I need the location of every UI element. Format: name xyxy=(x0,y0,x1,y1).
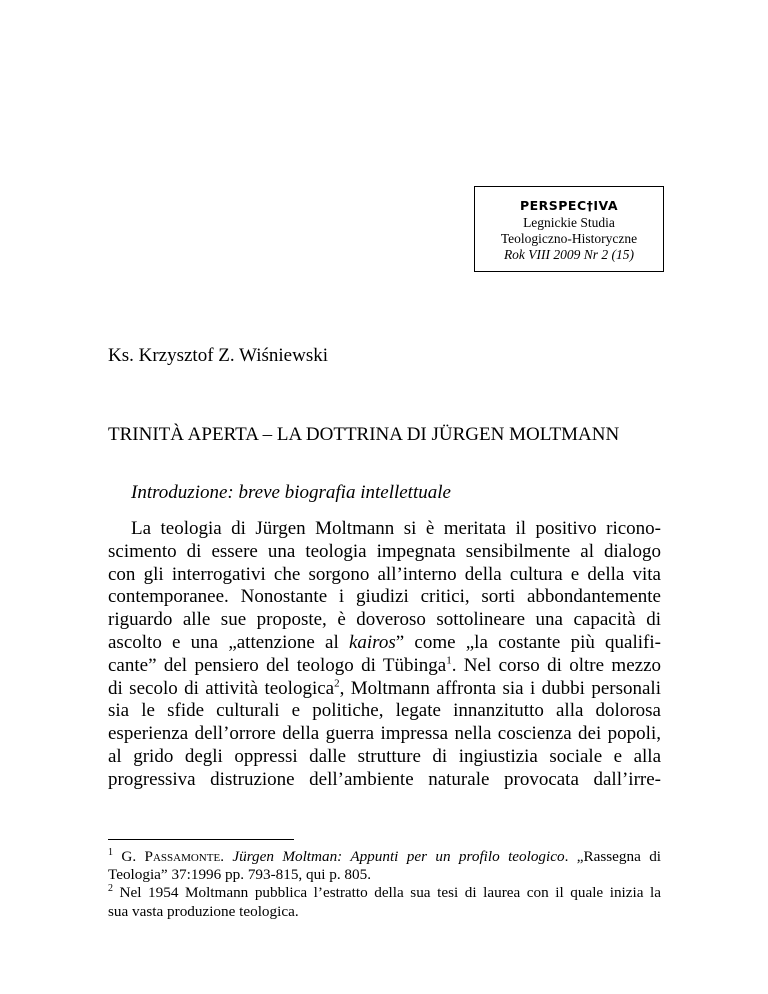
body-line xyxy=(108,678,661,701)
body-line: progressiva distruzione dell’ambiente naturale provocata dall’irre- xyxy=(108,768,661,790)
body-line: La teologia di Jürgen Moltmann si è meritata il positivo ricono- xyxy=(131,518,661,539)
footnote-number: 2 xyxy=(108,883,113,895)
footnote-1-continued: Teologia” 37:1996 pp. 793-815, qui p. 805. xyxy=(108,866,371,884)
body-line xyxy=(108,655,661,678)
body-text-run: . Nel corso di oltre mezzo xyxy=(451,654,662,676)
journal-header-box xyxy=(474,186,664,272)
body-italic-term: kairos xyxy=(348,631,396,653)
article-title: TRINITÀ APERTA – LA DOTTRINA DI JÜRGEN MOLTMANN xyxy=(108,424,620,445)
body-text-run: di secolo di attività teologica xyxy=(108,677,335,699)
footnote-1 xyxy=(108,848,661,866)
body-line: scimento di essere una teologia impegnata sensibilmente al dialogo xyxy=(108,540,661,562)
footnote-2-continued: sua vasta produzione teologica. xyxy=(108,902,299,920)
footnote-separator xyxy=(108,839,294,840)
footnote-text-run: . xyxy=(220,848,233,865)
article-author: Ks. Krzysztof Z. Wiśniewski xyxy=(108,345,328,366)
body-text-run: ascolto e una „attenzione al xyxy=(108,631,349,653)
footnote-text-run: . „Rassegna di xyxy=(564,848,662,865)
body-text-run: , Moltmann affronta sia i dubbi personali xyxy=(339,677,661,699)
body-line: contemporanee. Nonostante i giudizi critici, sorti abbondantemente xyxy=(108,586,661,608)
footnote-ref-2[interactable]: 2 xyxy=(334,677,340,690)
journal-name: PERSPEC†IVA xyxy=(519,198,619,213)
body-paragraph xyxy=(108,518,661,792)
footnote-author-initial: G. xyxy=(113,848,145,865)
body-text-run: cante” del pensiero del teologo di Tübinga xyxy=(108,654,447,676)
journal-subtitle-line2: Teologiczno-Historyczne xyxy=(500,231,638,246)
body-line: sia le sfide culturali e politiche, legate innanzitutto alla dolorosa xyxy=(108,700,661,722)
body-line: esperienza dell’orrore della guerra impressa nella coscienza dei popoli, xyxy=(108,723,661,745)
footnote-ref-1[interactable]: 1 xyxy=(446,654,452,667)
body-line: al grido degli oppressi dalle strutture di ingiustizia sociale e alla xyxy=(108,745,661,767)
footnote-book-title: Jürgen Moltman: Appunti per un profilo teologico xyxy=(232,848,565,865)
journal-subtitle-line1: Legnickie Studia xyxy=(523,215,615,230)
body-line xyxy=(108,632,661,655)
footnotes xyxy=(108,848,661,921)
footnote-text-run: Nel 1954 Moltmann pubblica l’estratto della sua tesi di laurea con il quale inizia la xyxy=(113,884,661,902)
footnote-author-surname: Passamonte xyxy=(144,848,221,865)
body-text-run: ” come „la costante più qualifi- xyxy=(395,631,661,653)
body-line: riguardo alle sue proposte, è doveroso sottolineare una capacità di xyxy=(108,609,661,631)
journal-issue: Rok VIII 2009 Nr 2 (15) xyxy=(503,247,635,262)
body-line: con gli interrogativi che sorgono all’interno della cultura e della vita xyxy=(108,563,661,585)
footnote-2 xyxy=(108,884,661,902)
footnote-number: 1 xyxy=(108,846,113,858)
section-heading: Introduzione: breve biografia intellettuale xyxy=(131,482,451,503)
